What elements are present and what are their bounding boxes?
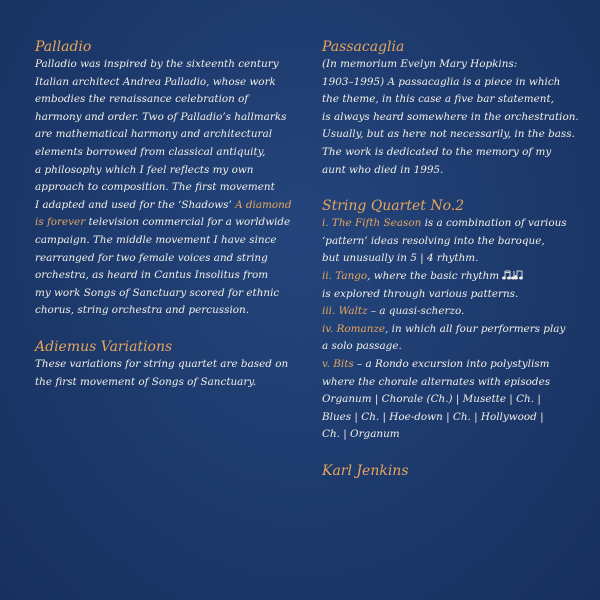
text-line <box>35 197 297 215</box>
text-line: the first movement of Songs of Sanctuary. <box>35 375 257 388</box>
movement-title: iii. Waltz <box>322 305 368 318</box>
commercial-title: A diamond <box>235 198 292 211</box>
movement-title: i. The Fifth Season <box>322 217 422 230</box>
text-segment: television commercial for a worldwide <box>85 216 291 229</box>
left-column <box>35 38 297 391</box>
text-line: orchestra, as heard in Cantus Insolitus from <box>35 269 269 282</box>
text-line: a philosophy which I feel reflects my own <box>35 163 254 176</box>
music-notes-icon <box>502 269 524 280</box>
text-line: embodies the renaissance celebration of <box>35 93 249 106</box>
text-line <box>322 321 580 339</box>
quartet-title: String Quartet No.2 <box>322 198 465 215</box>
text-line: 1903–1995) A passacaglia is a piece in which <box>322 75 561 88</box>
text-line: are mathematical harmony and architectural <box>35 128 273 141</box>
text-line: approach to composition. The first movement <box>35 181 275 194</box>
text-line: These variations for string quartet are based on <box>35 357 289 370</box>
text-line <box>322 303 580 321</box>
palladio-text <box>35 56 297 320</box>
text-line: aunt who died in 1995. <box>322 163 444 176</box>
palladio-title: Palladio <box>35 39 92 55</box>
text-line: a solo passage. <box>322 340 402 353</box>
text-segment: , in which all four performers play <box>385 322 566 335</box>
text-line: the theme, in this case a five bar statement, <box>322 93 554 106</box>
text-line: Blues | Ch. | Hoe-down | Ch. | Hollywood | <box>322 410 544 423</box>
text-line: The work is dedicated to the memory of my <box>322 145 552 158</box>
signature: Karl Jenkins <box>322 462 409 479</box>
text-line: Italian architect Andrea Palladio, whose work <box>35 75 276 88</box>
text-line: is explored through various patterns. <box>322 287 519 300</box>
movement-title: iv. Romanze <box>322 322 386 335</box>
text-line: harmony and order. Two of Palladio’s hallmarks <box>35 110 287 123</box>
adiemus-text <box>35 356 297 391</box>
quartet-text <box>322 215 580 444</box>
text-line: Usually, but as here not necessarily, in the bass. <box>322 128 575 141</box>
text-line: chorus, string orchestra and percussion. <box>35 304 250 317</box>
text-line <box>322 268 580 286</box>
text-segment: – a quasi-scherzo. <box>367 305 465 318</box>
text-segment: – a Rondo excursion into polystylism <box>353 357 550 370</box>
text-segment: , where the basic rhythm <box>367 269 503 282</box>
text-line <box>322 215 580 233</box>
text-segment: is a combination of various <box>421 217 567 230</box>
commercial-title: is forever <box>35 216 86 229</box>
adiemus-title: Adiemus Variations <box>35 338 173 355</box>
text-segment: I adapted and used for the ‘Shadows’ <box>35 198 236 211</box>
text-line: but unusually in 5 | 4 rhythm. <box>322 252 479 265</box>
text-line: rearranged for two female voices and string <box>35 251 268 264</box>
right-column <box>322 38 580 480</box>
text-line: my work Songs of Sanctuary scored for ethnic <box>35 286 280 299</box>
movement-title: ii. Tango <box>322 269 368 282</box>
passacaglia-text <box>322 56 580 179</box>
text-line <box>35 214 297 232</box>
text-line: ‘pattern’ ideas resolving into the baroque, <box>322 234 545 247</box>
text-line: where the chorale alternates with episodes <box>322 375 551 388</box>
text-line: campaign. The middle movement I have since <box>35 233 277 246</box>
text-line: Palladio was inspired by the sixteenth century <box>35 58 279 70</box>
text-line <box>322 356 580 374</box>
passacaglia-title: Passacaglia <box>322 39 405 55</box>
text-line: elements borrowed from classical antiquity, <box>35 145 266 158</box>
text-line: Ch. | Organum <box>322 428 400 441</box>
text-line: Organum | Chorale (Ch.) | Musette | Ch. | <box>322 393 541 406</box>
movement-title: v. Bits <box>322 357 354 370</box>
text-line: is always heard somewhere in the orchestration. <box>322 110 579 123</box>
text-line: (In memorium Evelyn Mary Hopkins: <box>322 58 518 70</box>
